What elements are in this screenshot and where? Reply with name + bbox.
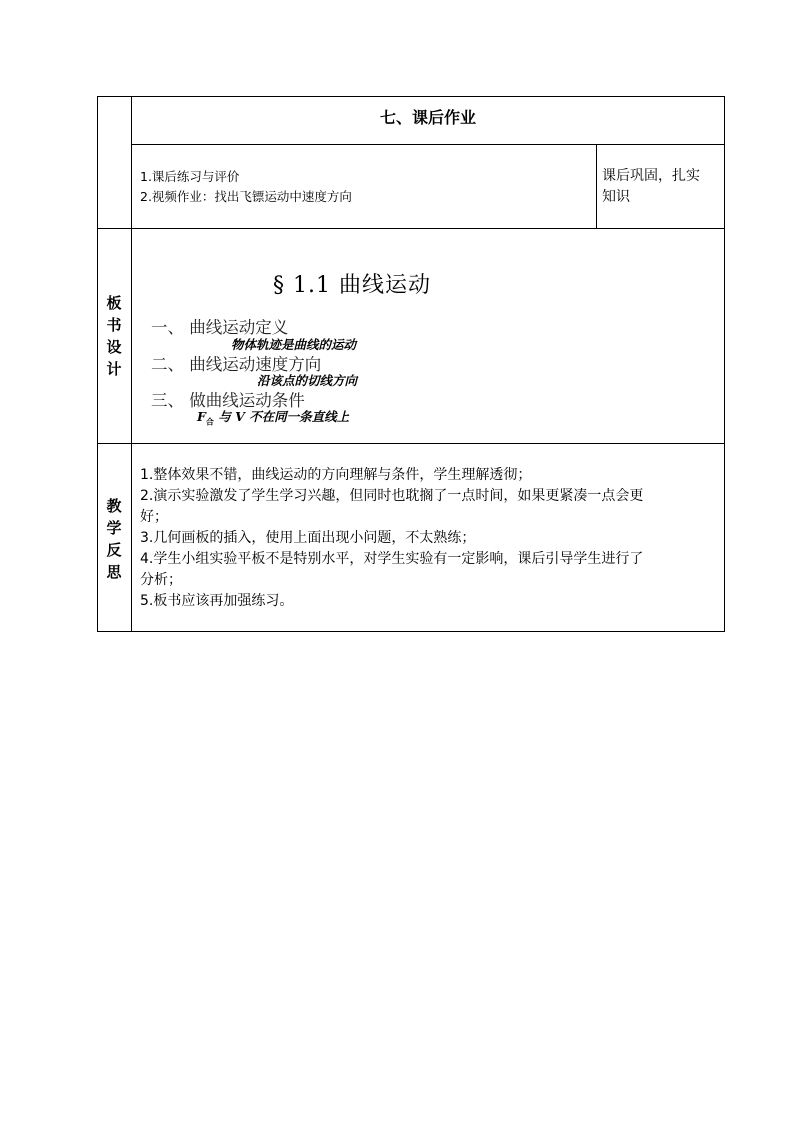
reflection-label-char-3: 反 <box>106 541 122 559</box>
homework-title: 七、课后作业 <box>379 108 476 127</box>
table-divider-title <box>131 144 725 145</box>
board-title: § 1.1 曲线运动 <box>273 273 431 298</box>
board-label-char-4: 计 <box>106 360 122 378</box>
reflection-line-1: 1.整体效果不错，曲线运动的方向理解与条件，学生理解透彻； <box>140 467 532 483</box>
homework-purpose-line-2: 知识 <box>602 189 630 205</box>
reflection-label-char-2: 学 <box>106 519 122 537</box>
homework-item-2: 2.视频作业：找出飞镖运动中速度方向 <box>140 189 352 204</box>
reflection-line-6: 分析； <box>140 572 182 588</box>
reflection-line-3: 好； <box>140 509 168 525</box>
board-section-2-heading: 二、 曲线运动速度方向 <box>151 355 322 374</box>
board-section-3-heading: 三、 做曲线运动条件 <box>151 391 305 410</box>
board-section-3-note <box>197 407 349 428</box>
reflection-label-char-1: 教 <box>106 497 122 515</box>
force-subscript: 合 <box>205 416 214 427</box>
reflection-line-4: 3.几何画板的插入，使用上面出现小问题，不太熟练； <box>140 530 476 546</box>
homework-purpose-line-1: 课后巩固，扎实 <box>602 168 700 184</box>
reflection-label-char-4: 思 <box>106 563 122 581</box>
table-border-bottom <box>97 631 725 632</box>
board-design-image <box>133 230 723 442</box>
force-symbol: F <box>197 409 206 424</box>
table-divider-board <box>97 443 725 444</box>
homework-item-1: 1.课后练习与评价 <box>140 169 240 184</box>
board-label-char-2: 书 <box>106 316 122 334</box>
board-section-1-heading: 一、 曲线运动定义 <box>151 318 289 337</box>
reflection-line-2: 2.演示实验激发了学生学习兴趣，但同时也耽搁了一点时间，如果更紧凑一点会更 <box>140 488 644 504</box>
reflection-line-7: 5.板书应该再加强练习。 <box>140 593 294 609</box>
board-label-char-3: 设 <box>106 338 122 356</box>
board-section-1-note: 物体轨迹是曲线的运动 <box>231 337 357 352</box>
table-divider-purpose <box>596 144 597 229</box>
board-section-3-note-text: 与 V 不在同一条直线上 <box>218 409 350 424</box>
board-label-char-1: 板 <box>106 294 122 312</box>
table-divider-homework <box>97 228 725 229</box>
reflection-line-5: 4.学生小组实验平板不是特别水平，对学生实验有一定影响，课后引导学生进行了 <box>140 551 644 567</box>
table-border-right <box>724 96 725 632</box>
table-border-top <box>97 96 725 97</box>
board-section-2-note: 沿该点的切线方向 <box>257 373 358 388</box>
table-divider-label <box>131 96 132 632</box>
